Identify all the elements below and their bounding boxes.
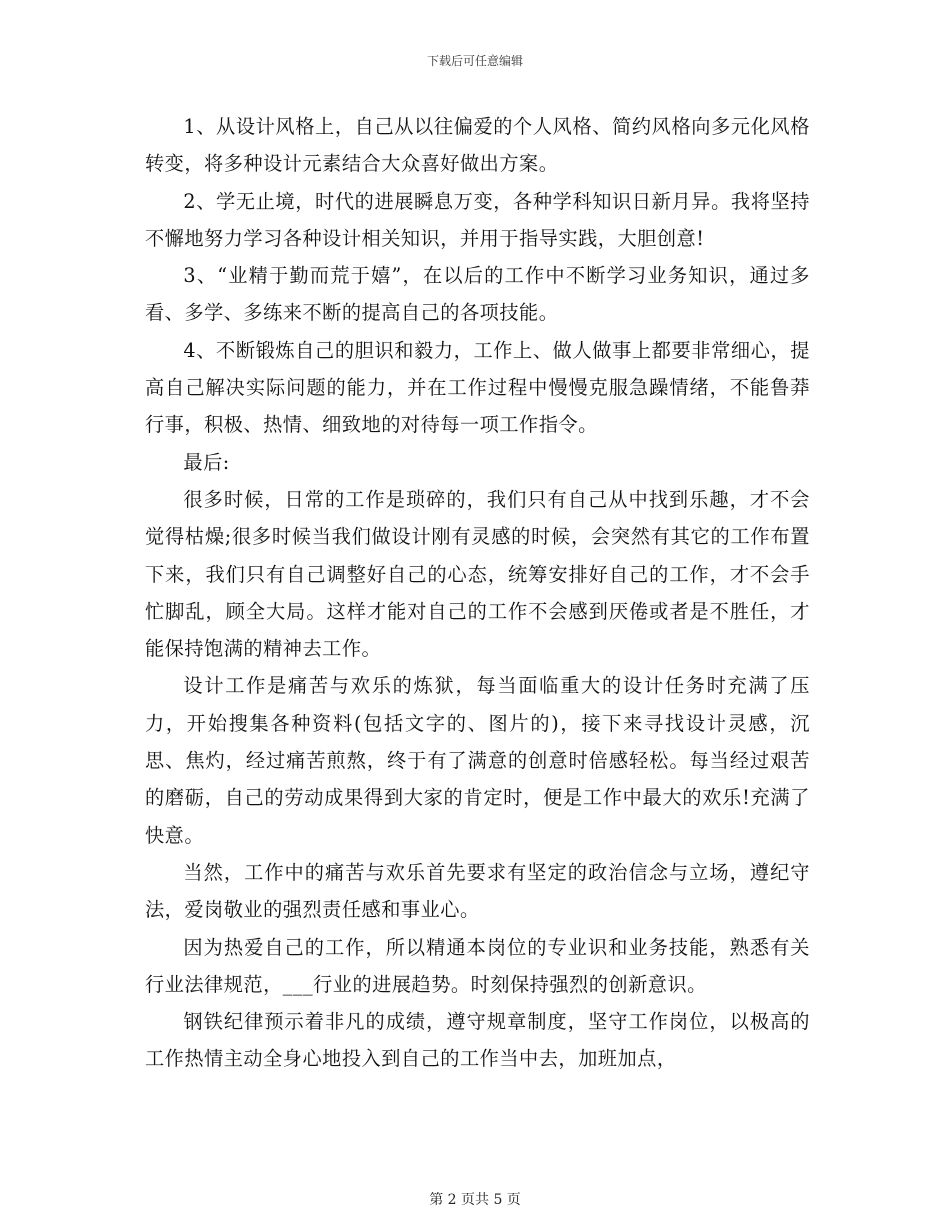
paragraph-7: 设计工作是痛苦与欢乐的炼狱，每当面临重大的设计任务时充满了压力，开始搜集各种资料(包括文字的、图片的)，接下来寻找设计灵感，沉思、焦灼，经过痛苦煎熬，终于有了满意的创意时倍感轻松。每当经过艰苦的磨砺，自己的劳动成果得到大家的肯定时，便是工作中最大的欢乐!充满了快意。 <box>145 674 810 847</box>
paragraph-1: 1、从设计风格上，自己从以往偏爱的个人风格、简约风格向多元化风格转变，将多种设计元素结合大众喜好做出方案。 <box>145 115 810 176</box>
paragraph-3: 3、“业精于勤而荒于嬉”，在以后的工作中不断学习业务知识，通过多看、多学、多练来不断的提高自己的各项技能。 <box>145 264 810 325</box>
page-header: 下载后可任意编辑 <box>426 54 523 68</box>
paragraph-5: 最后: <box>183 450 230 474</box>
page-footer: 第 2 页共 5 页 <box>429 1192 521 1208</box>
document-body <box>145 108 810 1078</box>
paragraph-9: 因为热爱自己的工作，所以精通本岗位的专业识和业务技能，熟悉有关行业法律规范，___行业的进展趋势。时刻保持强烈的创新意识。 <box>145 935 810 996</box>
paragraph-10: 钢铁纪律预示着非凡的成绩，遵守规章制度，坚守工作岗位，以极高的工作热情主动全身心地投入到自己的工作当中去，加班加点， <box>145 1010 810 1071</box>
paragraph-4: 4、不断锻炼自己的胆识和毅力，工作上、做人做事上都要非常细心，提高自己解决实际问题的能力，并在工作过程中慢慢克服急躁情绪，不能鲁莽行事，积极、热情、细致地的对待每一项工作指令。 <box>145 338 810 437</box>
paragraph-2: 2、学无止境，时代的进展瞬息万变，各种学科知识日新月异。我将坚持不懈地努力学习各种设计相关知识，并用于指导实践，大胆创意! <box>145 189 810 250</box>
paragraph-6: 很多时候，日常的工作是琐碎的，我们只有自己从中找到乐趣，才不会觉得枯燥;很多时候当我们做设计刚有灵感的时候，会突然有其它的工作布置下来，我们只有自己调整好自己的心态，统筹安排好自己的工作，才不会手忙脚乱，顾全大局。这样才能对自己的工作不会感到厌倦或者是不胜任，才能保持饱满的精神去工作。 <box>145 487 810 661</box>
paragraph-8: 当然，工作中的痛苦与欢乐首先要求有坚定的政治信念与立场，遵纪守法，爱岗敬业的强烈责任感和事业心。 <box>145 860 810 922</box>
